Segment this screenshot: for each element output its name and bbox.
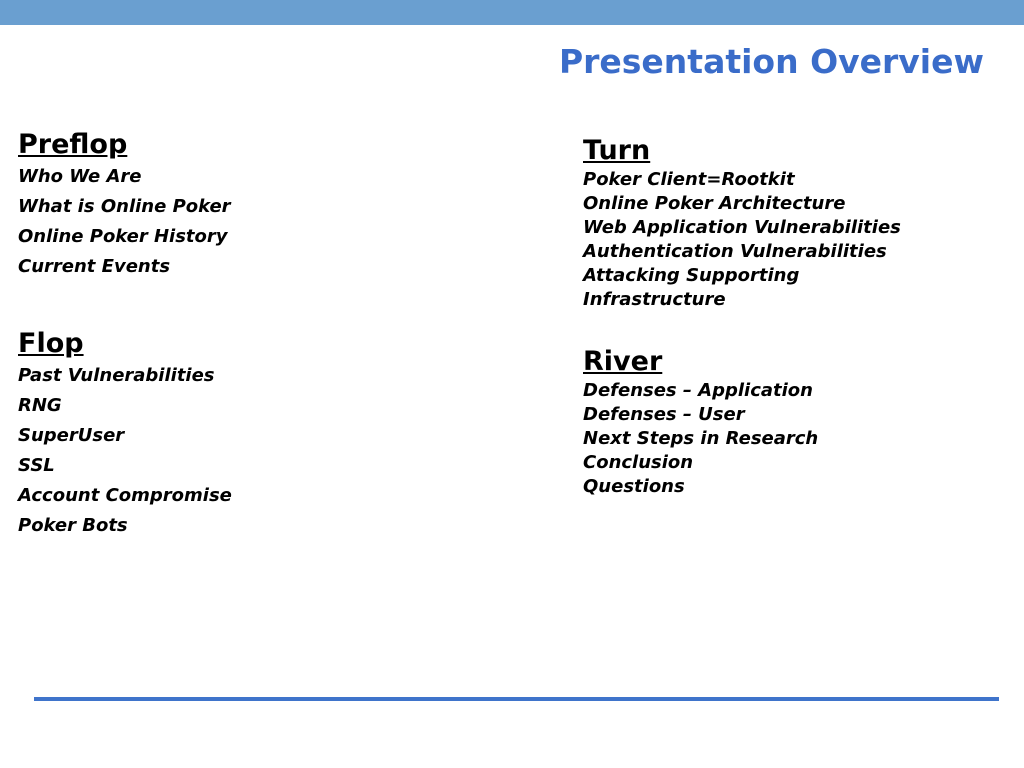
footer-divider xyxy=(34,697,999,701)
section-flop xyxy=(18,327,232,541)
section-heading-flop: Flop xyxy=(18,328,84,359)
list-item: Web Application Vulnerabilities xyxy=(583,217,901,238)
section-heading-preflop: Preflop xyxy=(18,129,128,160)
list-item: SSL xyxy=(18,455,55,476)
list-item: Defenses – Application xyxy=(583,380,813,401)
section-river xyxy=(583,345,818,499)
list-item: Next Steps in Research xyxy=(583,428,819,449)
list-item: Infrastructure xyxy=(583,289,726,310)
list-item: Defenses – User xyxy=(583,404,745,425)
list-item: Questions xyxy=(583,476,685,497)
list-item: Past Vulnerabilities xyxy=(18,365,215,386)
section-turn xyxy=(583,134,901,312)
list-item: Online Poker Architecture xyxy=(583,193,846,214)
list-item: What is Online Poker xyxy=(18,196,231,217)
slide-title: Presentation Overview xyxy=(558,42,984,81)
list-item: Attacking Supporting xyxy=(583,265,800,286)
list-item: Account Compromise xyxy=(18,485,232,506)
list-item: SuperUser xyxy=(18,425,125,446)
list-item: Current Events xyxy=(18,256,171,277)
section-heading-river: River xyxy=(583,346,663,377)
list-item: Online Poker History xyxy=(18,226,228,247)
header-bar xyxy=(0,0,1024,25)
list-item: Poker Bots xyxy=(18,515,128,536)
section-heading-turn: Turn xyxy=(583,135,651,166)
list-item: RNG xyxy=(18,395,62,416)
list-item: Poker Client=Rootkit xyxy=(583,169,795,190)
list-item: Who We Are xyxy=(18,166,142,187)
list-item: Conclusion xyxy=(583,452,694,473)
list-item: Authentication Vulnerabilities xyxy=(583,241,887,262)
section-preflop xyxy=(18,128,231,282)
